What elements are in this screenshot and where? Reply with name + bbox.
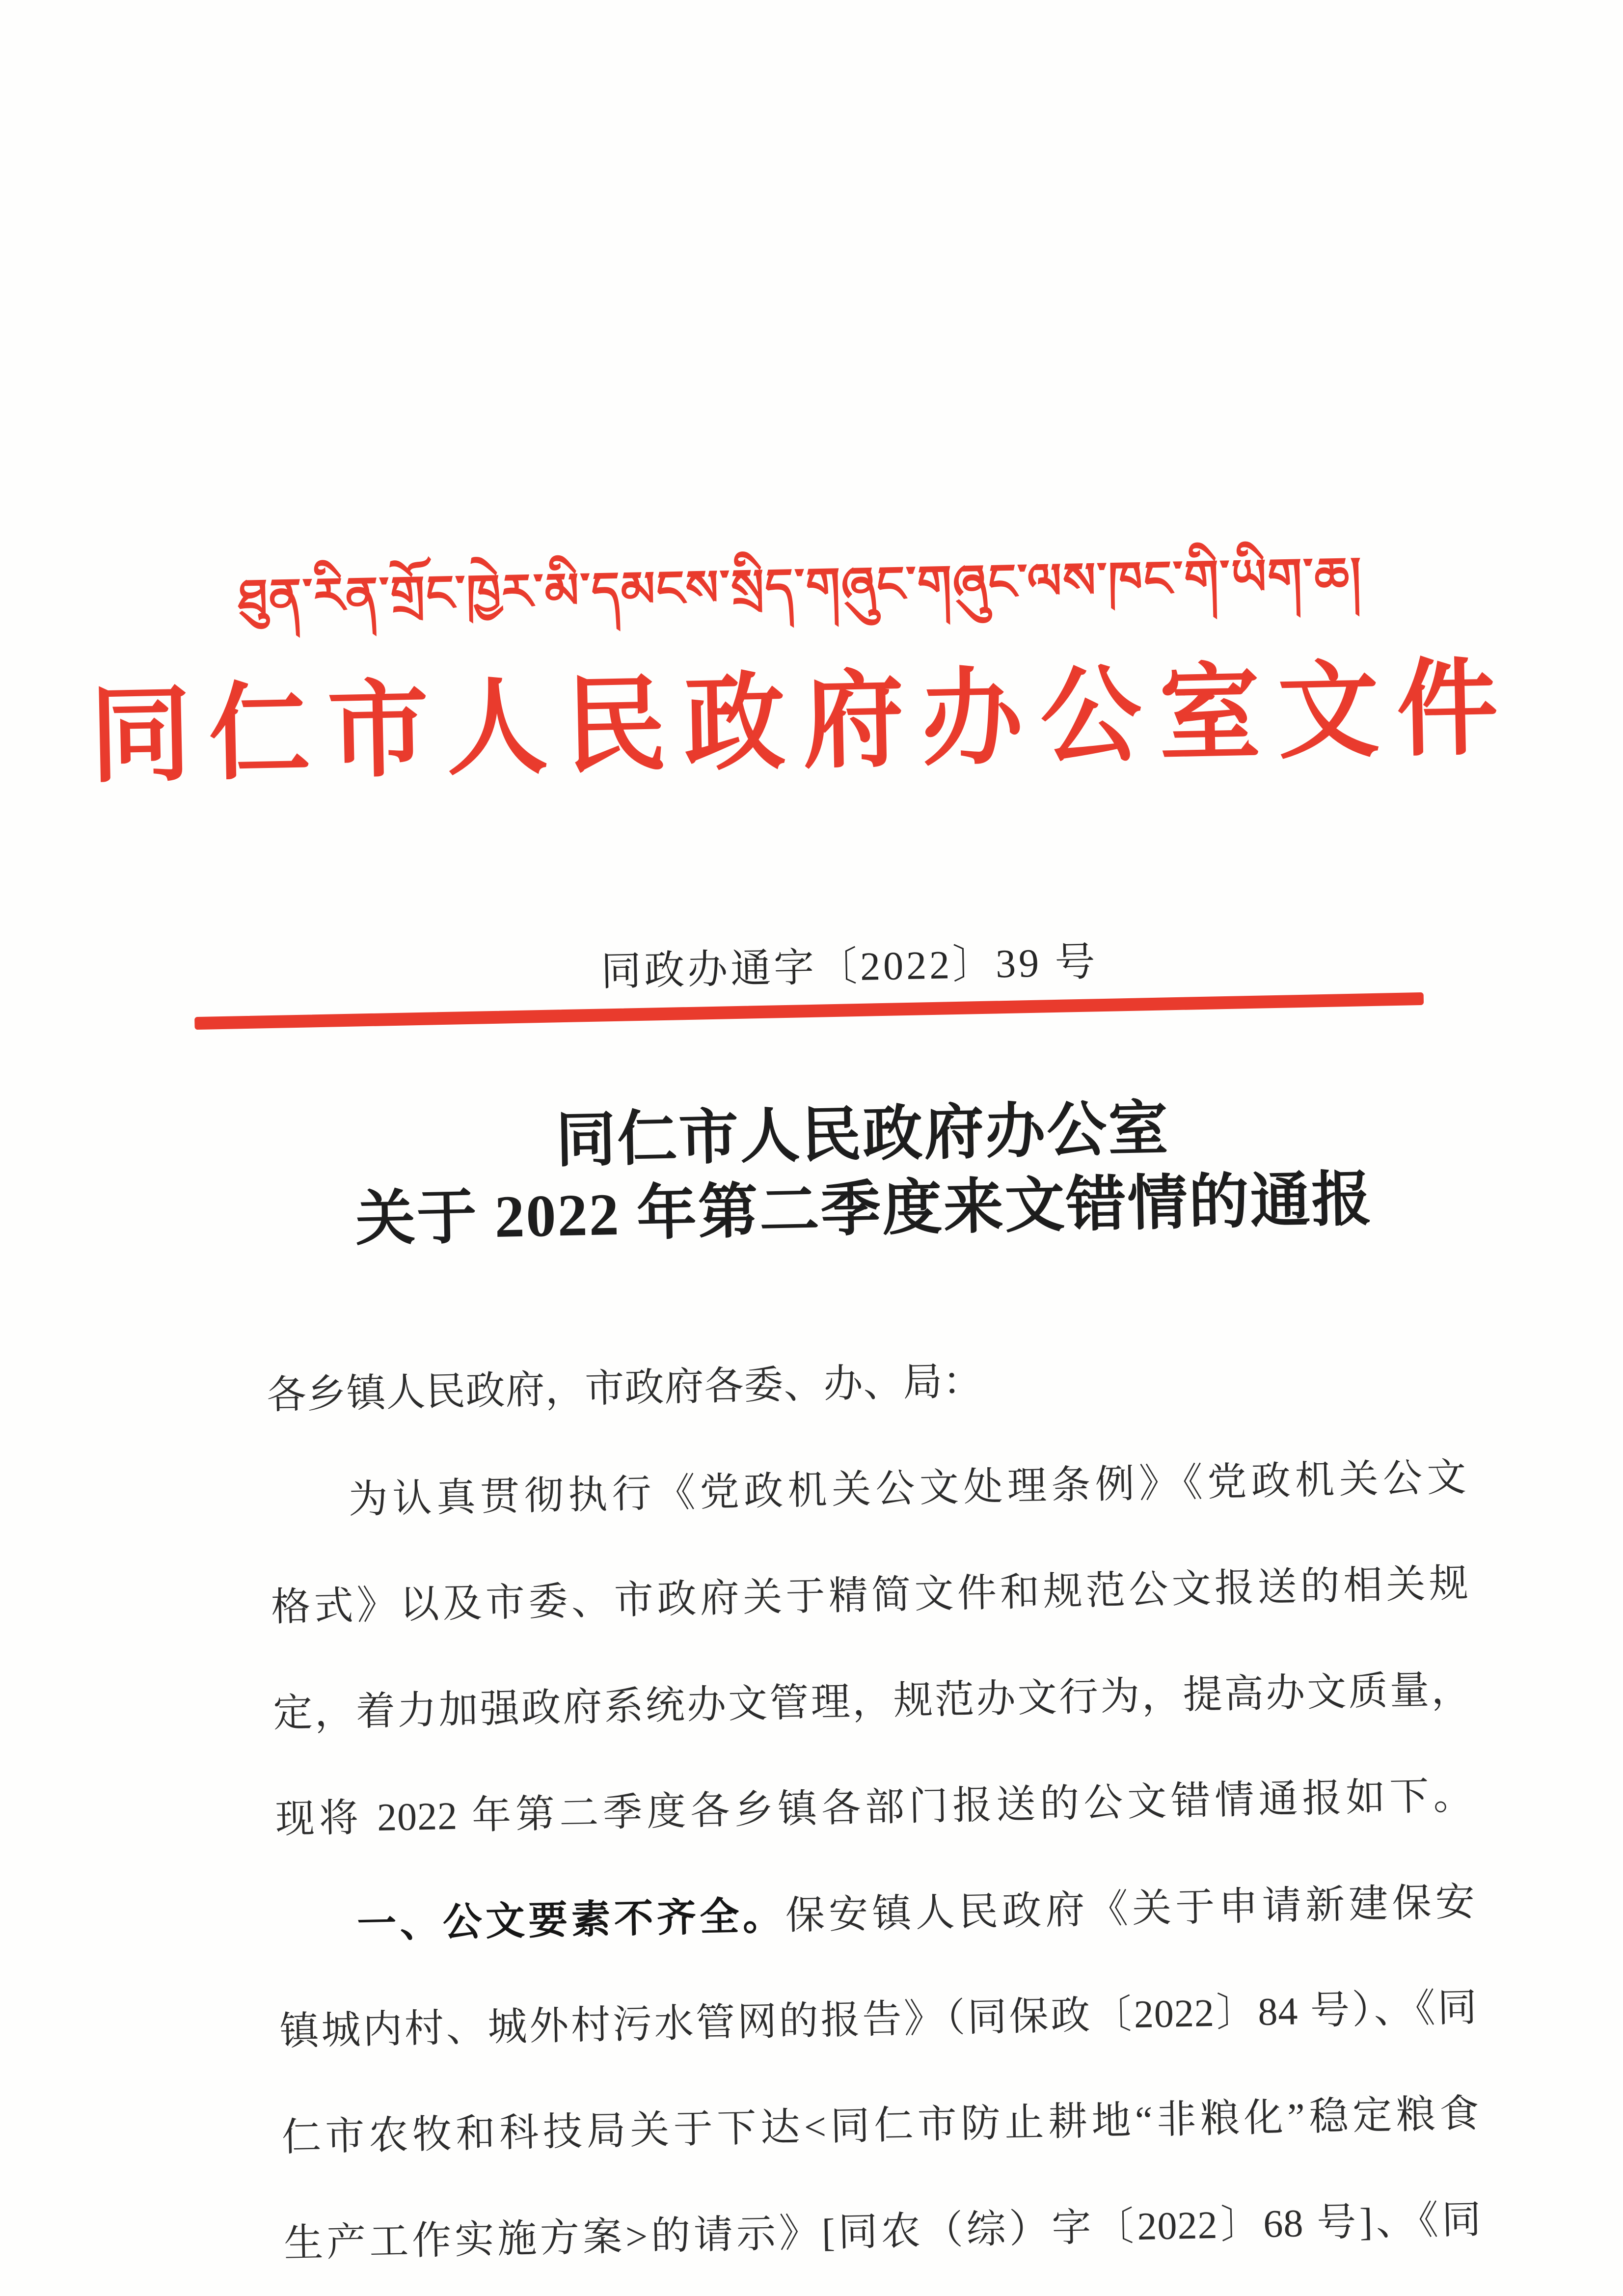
section1-heading: 一、公文要素不齐全。 — [356, 1893, 786, 1946]
body-line-7: 仁市农牧和科技局关于下达<同仁市防止耕地“非粮化”稳定粮食 — [281, 2092, 1480, 2160]
doc-title-line2: 关于 2022 年第二季度来文错情的通报 — [354, 1166, 1374, 1253]
body-line-3: 定，着力加强政府系统办文管理，规范办文行为，提高办文质量， — [272, 1668, 1472, 1736]
doc-title-line1: 同仁市人民政府办公室 — [555, 1095, 1170, 1175]
tibetan-header-text: ཐུན་རིན་གྲོང་ཁྱེར་མི་དམངས་སྲིད་གཞུང་གཞུང་ལས་ཁང་གི་ཡིག་ཆ། — [237, 548, 1363, 626]
body-line-2: 格式》以及市委、市政府关于精简文件和规范公文报送的相关规 — [270, 1562, 1469, 1630]
body-line-8: 生产工作实施方案>的请示》[同农（综）字〔2022〕68 号]、《同 — [283, 2198, 1482, 2266]
body-line-4: 现将 2022 年第二季度各乡镇各部门报送的公文错情通报如下。 — [275, 1774, 1474, 1842]
salutation-line: 各乡镇人民政府，市政府各委、办、局： — [266, 1360, 983, 1418]
doc-number: 同政办通字〔2022〕39 号 — [600, 939, 1099, 994]
agency-title: 同仁市人民政府办公室文件 — [89, 650, 1517, 795]
body-line-1: 为认真贯彻执行《党政机关公文处理条例》《党政机关公文 — [348, 1456, 1467, 1522]
body-line-6: 镇城内村、城外村污水管网的报告》（同保政〔2022〕84 号）、《同 — [279, 1986, 1478, 2054]
document-body — [266, 1318, 1483, 2296]
section1-text-start: 保安镇人民政府《关于申请新建保安 — [785, 1881, 1476, 1938]
